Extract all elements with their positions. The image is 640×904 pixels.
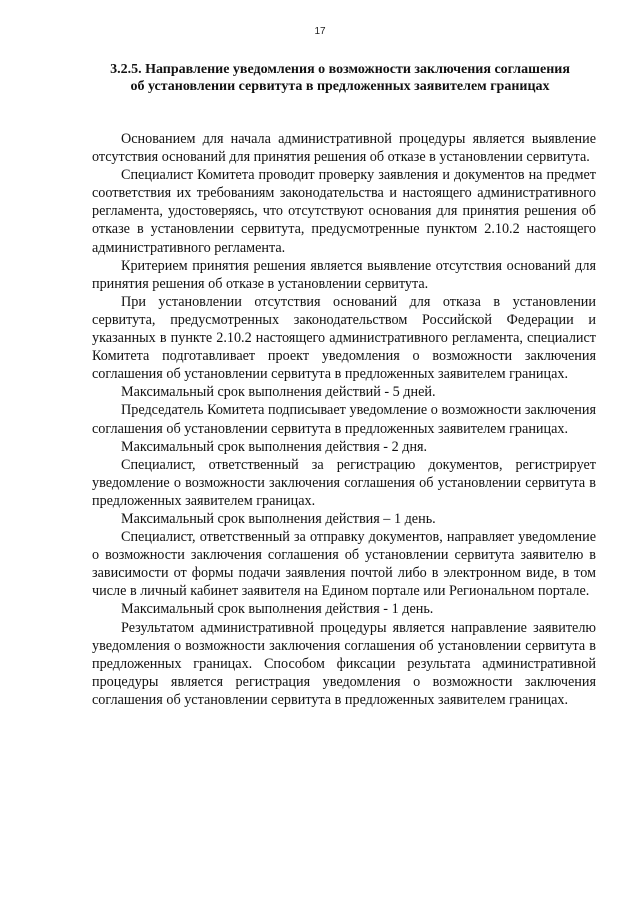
paragraph-result: Результатом административной процедуры является направление заявителю уведомления о возможности заключения соглашения об установлении сервитута в предложенных границах. Способом фиксации результата административной процедуры является регистрация уведомления о возможности заключения соглашения об установлении сервитута в предложенных заявителем границах.	[92, 619, 596, 708]
paragraph-deadline-1-day-b: Максимальный срок выполнения действия - 1 день.	[121, 601, 434, 618]
paragraph-chairman-signs: Председатель Комитета подписывает уведомление о возможности заключения соглашения об установлении сервитута в предложенных заявителем границах.	[92, 402, 596, 437]
paragraph-draft-notice: При установлении отсутствия оснований для отказа в установлении сервитута, предусмотренных законодательством Российской Федерации и указанных в пункте 2.10.2 настоящего административного регламента, специалист Комитета подготавливает проект уведомления о возможности заключения соглашения об установлении сервитута в предложенных заявителем границах.	[92, 293, 596, 383]
paragraph-registration: Специалист, ответственный за регистрацию документов, регистрирует уведомление о возможности заключения соглашения об установлении сервитута в предложенных заявителем границах.	[92, 456, 596, 509]
paragraph-criterion: Критерием принятия решения является выявление отсутствия оснований для принятия решения об отказе в установлении сервитута.	[92, 257, 596, 292]
paragraph-basis: Основанием для начала административной процедуры является выявление отсутствия оснований для принятия решения об отказе в установлении сервитута.	[92, 131, 596, 166]
paragraph-deadline-5-days: Максимальный срок выполнения действий - 5 дней.	[121, 384, 436, 401]
section-heading: 3.2.5. Направление уведомления о возможности заключения соглашения об установлении сервитута в предложенных заявителем границах	[110, 62, 570, 94]
body-text	[92, 130, 596, 709]
paragraph-specialist-check: Специалист Комитета проводит проверку заявления и документов на предмет соответствия их требованиям законодательства и настоящего административного регламента, удостоверяясь, что отсутствуют основания для принятия решения об отказе в установлении сервитута, предусмотренные пунктом 2.10.2 настоящего административного регламента.	[92, 167, 596, 256]
paragraph-sending: Специалист, ответственный за отправку документов, направляет уведомление о возможности заключения соглашения об установлении сервитута заявителю в зависимости от формы подачи заявления почтой либо в электронном виде, в том числе в личный кабинет заявителя на Едином портале или Региональном портале.	[92, 529, 596, 600]
page-number: 17	[314, 26, 326, 37]
paragraph-deadline-1-day-a: Максимальный срок выполнения действия – 1 день.	[121, 510, 436, 527]
paragraph-deadline-2-days: Максимальный срок выполнения действия - 2 дня.	[121, 438, 428, 455]
